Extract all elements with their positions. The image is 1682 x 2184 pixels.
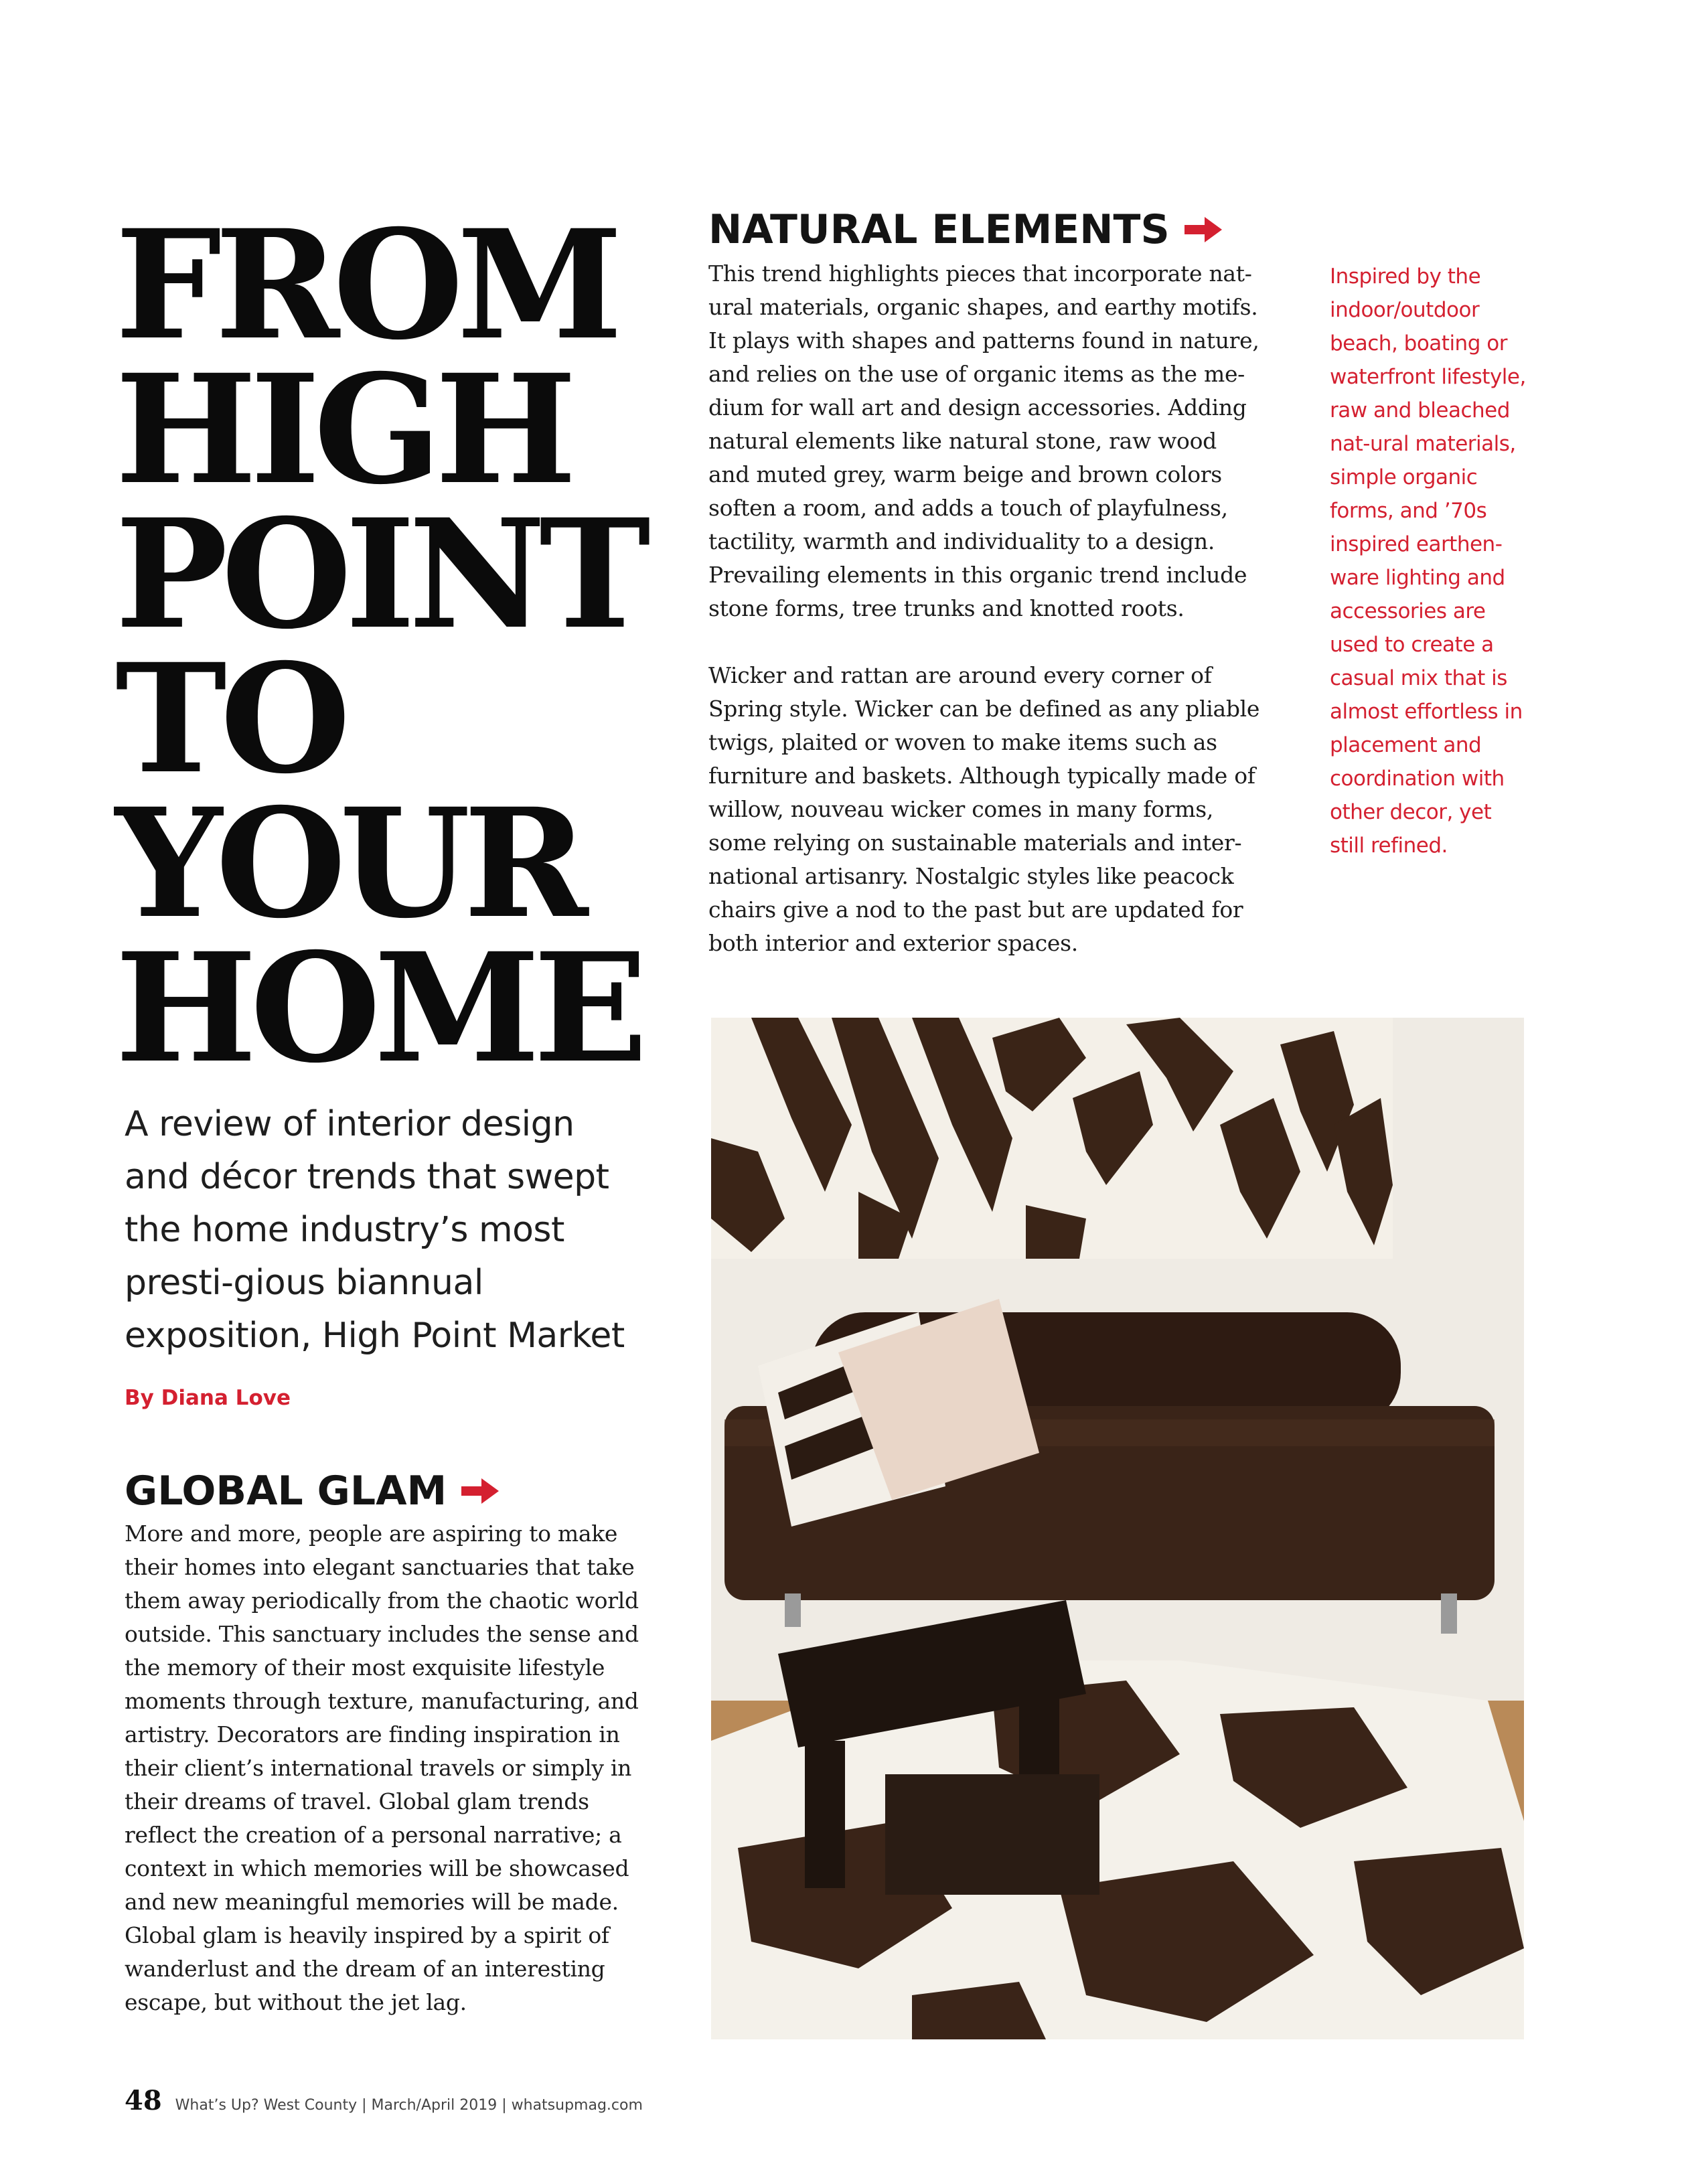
title-line: HIGH xyxy=(115,341,570,518)
title-line: FROM xyxy=(115,197,617,373)
title-line: TO xyxy=(115,631,344,807)
paragraph: More and more, people are aspiring to make their homes into elegant sanctuaries that take them away periodically from the chaotic world outside. This sanctuary includes the sense and the memory of their most exquisite lifestyle moments through texture, manufacturing, and artistry. Decorators are finding inspiration in their client’s international travels or simply in their dreams of travel. Global glam trends reflect the creation of a personal narrative; a context in which memories will be showcased and new meaningful memories will be made. Global glam is heavily inspired by a spirit of wanderlust and the dream of an interesting escape, but without the jet lag. xyxy=(125,1520,639,2015)
section-heading-global-glam xyxy=(125,1468,502,1514)
paragraph: This trend highlights pieces that incorporate nat-ural materials, organic shapes, and earthy motifs. It plays with shapes and patterns found in nature, and relies on the use of organic items as the me-dium for wall art and design accessories. Adding natural elements like natural stone, raw wood and muted grey, warm beige and brown colors soften a room, and adds a touch of playfulness, tactility, warmth and individuality to a design. Prevailing elements in this organic trend include stone forms, tree trunks and knotted roots. xyxy=(708,260,1259,621)
arrow-right-icon xyxy=(459,1476,502,1506)
section-title: GLOBAL GLAM xyxy=(125,1468,447,1514)
pull-quote: Inspired by the indoor/outdoor beach, boating or waterfront lifestyle, raw and bleached nat-ural materials, simple organic forms, and ’70s inspired earthen-ware lighting and accessories are used to create a casual mix that is almost effortless in placement and coordination with other decor, yet still refined. xyxy=(1330,264,1526,858)
page-number: 48 xyxy=(125,2085,162,2116)
byline: By Diana Love xyxy=(125,1386,291,1410)
paragraph: Wicker and rattan are around every corner of Spring style. Wicker can be defined as any pliable twigs, plaited or woven to make items such as furniture and baskets. Although typically made of willow, nouveau wicker comes in many forms, some relying on sustainable materials and inter-national artisanry. Nostalgic styles like peacock chairs give a nod to the past but are updated for both interior and exterior spaces. xyxy=(708,662,1260,956)
section-heading-natural-elements xyxy=(708,206,1225,253)
page-title xyxy=(115,197,664,1096)
zebra-artwork xyxy=(711,1018,1393,1259)
natural-elements-body xyxy=(708,257,1264,960)
interior-photo-illustration xyxy=(711,1018,1524,2039)
publication-info: What’s Up? West County | March/April 2019 | whatsupmag.com xyxy=(175,2097,643,2114)
arrow-right-icon xyxy=(1182,214,1225,245)
section-title: NATURAL ELEMENTS xyxy=(708,206,1170,253)
title-line: POINT xyxy=(115,486,644,662)
title-line: HOME xyxy=(115,920,641,1096)
global-glam-body xyxy=(125,1517,660,2019)
article-deck: A review of interior design and décor trends that swept the home industry’s most presti-gious biannual exposition, High Point Market xyxy=(125,1104,625,1356)
article-photo xyxy=(711,1018,1524,2039)
title-line: YOUR xyxy=(115,775,582,951)
page-footer xyxy=(125,2085,643,2116)
